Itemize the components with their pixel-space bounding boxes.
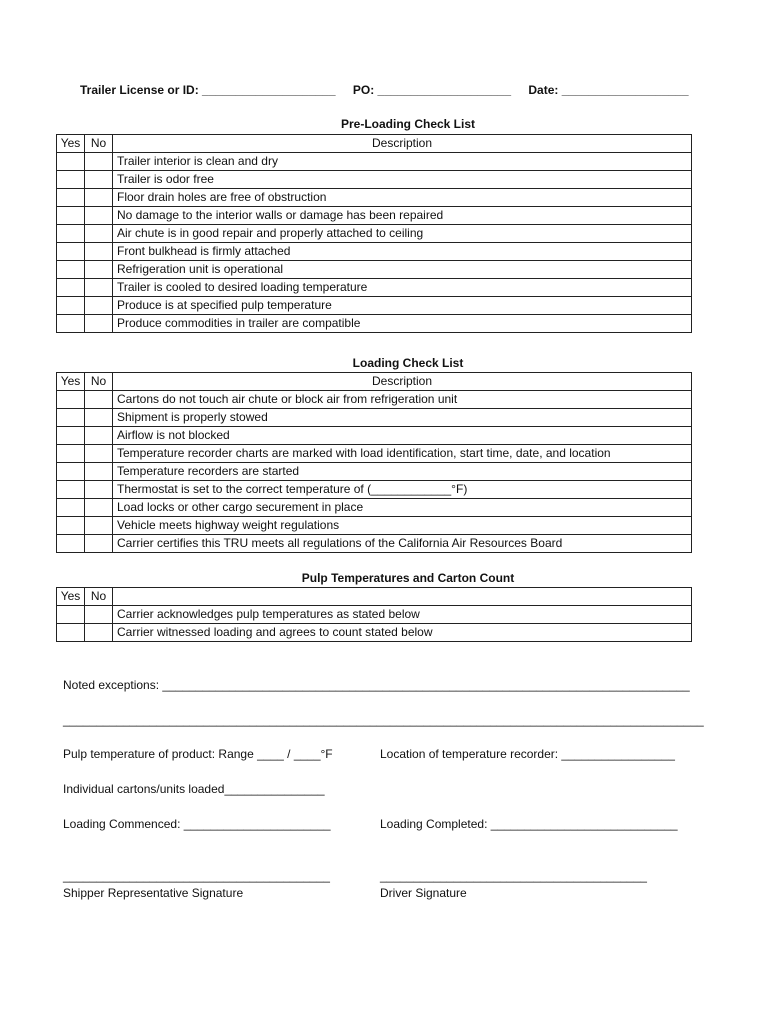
preloading-checklist-table xyxy=(56,134,692,333)
checklist-item-description: Shipment is properly stowed xyxy=(113,409,692,427)
checklist-row xyxy=(57,207,692,225)
no-column-header: No xyxy=(85,373,113,391)
checklist-row xyxy=(57,409,692,427)
preloading-title: Pre-Loading Check List xyxy=(340,117,476,131)
checklist-item-description: Carrier witnessed loading and agrees to count stated below xyxy=(113,624,692,642)
yes-column-header: Yes xyxy=(57,588,85,606)
checklist-row xyxy=(57,624,692,642)
yes-checkbox-cell[interactable] xyxy=(57,535,85,553)
checklist-item-description: No damage to the interior walls or damage has been repaired xyxy=(113,207,692,225)
checklist-item-description: Temperature recorders are started xyxy=(113,463,692,481)
checklist-item-description: Refrigeration unit is operational xyxy=(113,261,692,279)
shipper-signature-label: Shipper Representative Signature xyxy=(63,886,244,900)
date-field[interactable]: Date: ___________________ xyxy=(528,83,689,97)
description-column-header xyxy=(113,588,692,606)
no-checkbox-cell[interactable] xyxy=(85,261,113,279)
no-checkbox-cell[interactable] xyxy=(85,391,113,409)
no-checkbox-cell[interactable] xyxy=(85,153,113,171)
loading-completed-field[interactable]: Loading Completed: ____________________________ xyxy=(380,817,678,831)
yes-checkbox-cell[interactable] xyxy=(57,409,85,427)
checklist-row xyxy=(57,297,692,315)
shipper-signature-line[interactable]: ________________________________________ xyxy=(63,869,330,883)
yes-checkbox-cell[interactable] xyxy=(57,624,85,642)
checklist-row xyxy=(57,499,692,517)
yes-checkbox-cell[interactable] xyxy=(57,445,85,463)
checklist-item-description: Front bulkhead is firmly attached xyxy=(113,243,692,261)
checklist-item-description: Carrier acknowledges pulp temperatures as stated below xyxy=(113,606,692,624)
checklist-item-description: Produce is at specified pulp temperature xyxy=(113,297,692,315)
checklist-item-description: Trailer is odor free xyxy=(113,171,692,189)
checklist-row xyxy=(57,445,692,463)
driver-signature-line[interactable]: ________________________________________ xyxy=(380,869,647,883)
yes-checkbox-cell[interactable] xyxy=(57,189,85,207)
checklist-item-description: Floor drain holes are free of obstruction xyxy=(113,189,692,207)
checklist-row xyxy=(57,535,692,553)
cartons-loaded-field[interactable]: Individual cartons/units loaded_______________ xyxy=(63,782,325,796)
yes-checkbox-cell[interactable] xyxy=(57,499,85,517)
checklist-row xyxy=(57,463,692,481)
checklist-row xyxy=(57,606,692,624)
checklist-item-description: Carrier certifies this TRU meets all regulations of the California Air Resources Board xyxy=(113,535,692,553)
yes-checkbox-cell[interactable] xyxy=(57,171,85,189)
checklist-item-description: Load locks or other cargo securement in place xyxy=(113,499,692,517)
yes-checkbox-cell[interactable] xyxy=(57,153,85,171)
checklist-row xyxy=(57,171,692,189)
yes-column-header: Yes xyxy=(57,373,85,391)
no-checkbox-cell[interactable] xyxy=(85,171,113,189)
no-checkbox-cell[interactable] xyxy=(85,297,113,315)
yes-checkbox-cell[interactable] xyxy=(57,243,85,261)
description-column-header: Description xyxy=(113,373,692,391)
recorder-location-field[interactable]: Location of temperature recorder: _________________ xyxy=(380,747,675,761)
loading-checklist-table xyxy=(56,372,692,553)
checklist-row xyxy=(57,261,692,279)
checklist-item-description: Cartons do not touch air chute or block air from refrigeration unit xyxy=(113,391,692,409)
table-header-row xyxy=(57,135,692,153)
pulp-title: Pulp Temperatures and Carton Count xyxy=(301,571,515,585)
yes-column-header: Yes xyxy=(57,135,85,153)
no-checkbox-cell[interactable] xyxy=(85,189,113,207)
po-field[interactable]: PO: ____________________ xyxy=(352,83,512,97)
yes-checkbox-cell[interactable] xyxy=(57,207,85,225)
checklist-item-description: Thermostat is set to the correct temperature of (____________°F) xyxy=(113,481,692,499)
no-checkbox-cell[interactable] xyxy=(85,535,113,553)
checklist-item-description: Trailer interior is clean and dry xyxy=(113,153,692,171)
no-checkbox-cell[interactable] xyxy=(85,499,113,517)
no-column-header: No xyxy=(85,588,113,606)
yes-checkbox-cell[interactable] xyxy=(57,463,85,481)
checklist-item-description: Vehicle meets highway weight regulations xyxy=(113,517,692,535)
no-checkbox-cell[interactable] xyxy=(85,624,113,642)
no-checkbox-cell[interactable] xyxy=(85,517,113,535)
no-checkbox-cell[interactable] xyxy=(85,315,113,333)
no-checkbox-cell[interactable] xyxy=(85,279,113,297)
form-header xyxy=(80,83,703,97)
no-checkbox-cell[interactable] xyxy=(85,207,113,225)
no-checkbox-cell[interactable] xyxy=(85,463,113,481)
pulp-checklist-table xyxy=(56,587,692,642)
no-checkbox-cell[interactable] xyxy=(85,409,113,427)
checklist-item-description: Airflow is not blocked xyxy=(113,427,692,445)
yes-checkbox-cell[interactable] xyxy=(57,606,85,624)
no-checkbox-cell[interactable] xyxy=(85,243,113,261)
checklist-row xyxy=(57,391,692,409)
pulp-range-field[interactable]: Pulp temperature of product: Range ____ / ____°F xyxy=(63,747,333,761)
checklist-row xyxy=(57,481,692,499)
table-header-row xyxy=(57,373,692,391)
checklist-row xyxy=(57,315,692,333)
loading-title: Loading Check List xyxy=(352,356,464,370)
checklist-row xyxy=(57,225,692,243)
yes-checkbox-cell[interactable] xyxy=(57,297,85,315)
no-checkbox-cell[interactable] xyxy=(85,427,113,445)
checklist-item-description: Produce commodities in trailer are compatible xyxy=(113,315,692,333)
trailer-id-field[interactable]: Trailer License or ID: ____________________ xyxy=(80,83,336,97)
checklist-row xyxy=(57,153,692,171)
checklist-item-description: Trailer is cooled to desired loading temperature xyxy=(113,279,692,297)
checklist-item-description: Temperature recorder charts are marked with load identification, start time, date, and location xyxy=(113,445,692,463)
yes-checkbox-cell[interactable] xyxy=(57,225,85,243)
checklist-row xyxy=(57,517,692,535)
checklist-item-description: Air chute is in good repair and properly attached to ceiling xyxy=(113,225,692,243)
no-checkbox-cell[interactable] xyxy=(85,606,113,624)
yes-checkbox-cell[interactable] xyxy=(57,427,85,445)
noted-exceptions-field[interactable]: Noted exceptions: _______________________________________________________________________________ xyxy=(63,678,690,692)
yes-checkbox-cell[interactable] xyxy=(57,481,85,499)
noted-exceptions-line-2[interactable]: ________________________________________________________________________________________________ xyxy=(63,713,704,727)
yes-checkbox-cell[interactable] xyxy=(57,261,85,279)
yes-checkbox-cell[interactable] xyxy=(57,315,85,333)
no-checkbox-cell[interactable] xyxy=(85,481,113,499)
yes-checkbox-cell[interactable] xyxy=(57,391,85,409)
driver-signature-label: Driver Signature xyxy=(380,886,467,900)
no-checkbox-cell[interactable] xyxy=(85,225,113,243)
checklist-row xyxy=(57,189,692,207)
checklist-row xyxy=(57,243,692,261)
table-header-row xyxy=(57,588,692,606)
yes-checkbox-cell[interactable] xyxy=(57,279,85,297)
no-checkbox-cell[interactable] xyxy=(85,445,113,463)
loading-commenced-field[interactable]: Loading Commenced: ______________________ xyxy=(63,817,331,831)
yes-checkbox-cell[interactable] xyxy=(57,517,85,535)
checklist-row xyxy=(57,427,692,445)
description-column-header: Description xyxy=(113,135,692,153)
checklist-row xyxy=(57,279,692,297)
no-column-header: No xyxy=(85,135,113,153)
